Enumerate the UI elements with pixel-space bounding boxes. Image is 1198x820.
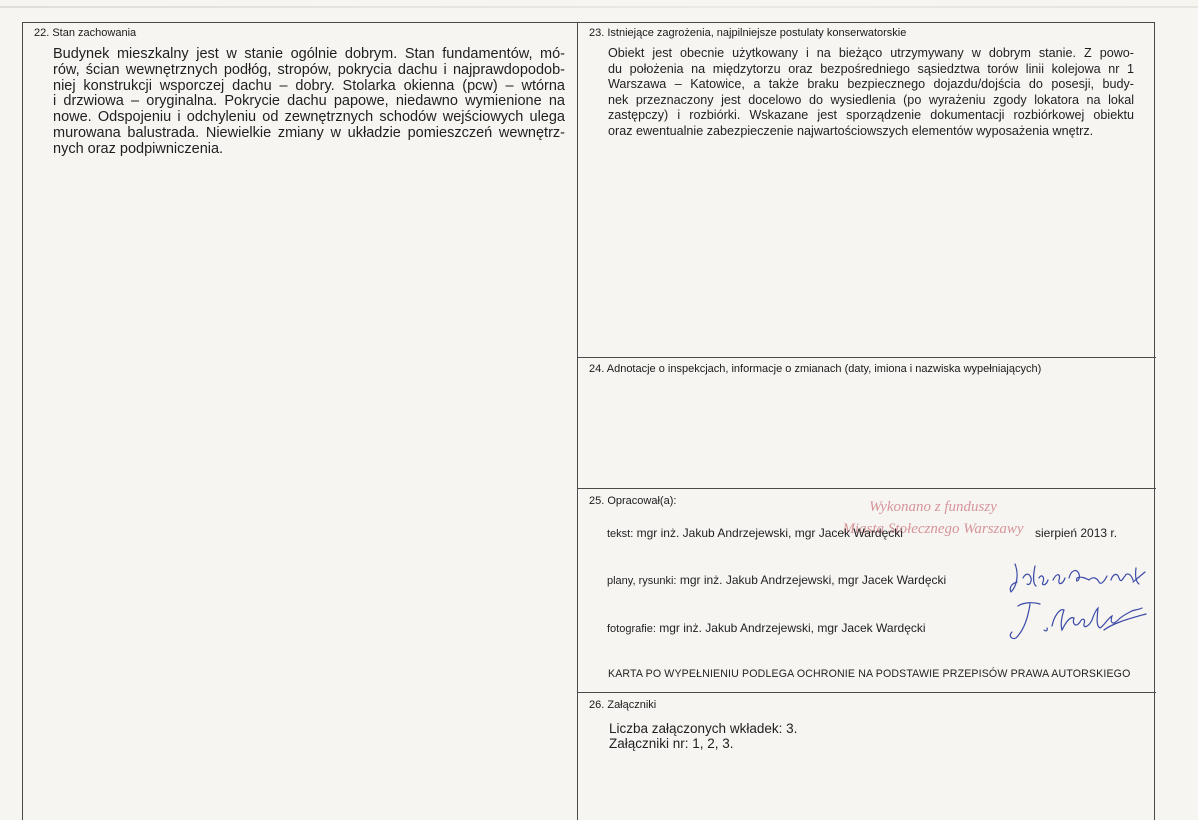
section-26-label: 26. Załączniki [589,699,657,711]
section-23-line: oraz ewentualnie zabezpieczenie najwartościowszych elementów wyposażenia wnętrz. [608,123,1094,138]
section-24-label: 24. Adnotacje o inspekcjach, informacje o zmianach (daty, imiona i nazwiska wypełniających) [589,363,1042,375]
signature-wardecki [1000,596,1150,644]
credit-caption: tekst: [607,528,634,540]
stamp-line: Wykonano z funduszy [869,499,997,515]
credit-tekst [607,526,903,540]
section-22-line: niej konstrukcji wsporczej dachu – dobry. Stolarka okienna (pcw) – wtórna [53,77,565,94]
section-23-line: Warszawa – Katowice, a także braku bezpiecznego dojazdu/dojścia do posesji, budy- [608,77,1134,92]
credit-names: mgr inż. Jakub Andrzejewski, mgr Jacek Wardęcki [679,573,947,587]
credit-names: mgr inż. Jakub Andrzejewski, mgr Jacek Wardęcki [659,621,926,635]
signature-andrzejewski [1005,558,1150,598]
section-22-label: 22. Stan zachowania [34,27,137,39]
section-22-line: nych oraz podpiwniczenia. [53,140,224,157]
divider-25-26 [577,692,1156,693]
column-divider [577,22,578,820]
section-23-line: zastępczy) i rozbiórki. Wskazane jest sporządzenie dokumentacji rozbiórkowej obiektu [608,108,1134,123]
section-22-line: i drzwiowa – oryginalna. Pokrycie dachu papowe, niedawno wymienione na [53,93,565,110]
section-22-line: nowe. Odspojeniu i odchyleniu od zewnętrznych schodów wejściowych ulega [53,109,565,126]
stamp-line: Miasta Stołecznego Warszawy [842,521,1024,537]
section-23-line: Obiekt jest obecnie użytkowany i na bieżąco utrzymywany w dobrym stanie. Z powo- [608,46,1134,60]
divider-23-24 [577,357,1156,358]
section-23-text [608,46,1134,140]
attachments-count: Liczba załączonych wkładek: 3. [609,721,798,736]
section-23-line: du położenia na międzytorzu oraz bezpośredniego sąsiedztwa torów linii kolejowa nr 1 [608,61,1134,76]
section-22-line: murowana balustrada. Niewielkie zmiany w układzie pomieszczeń wewnętrz- [53,124,565,141]
credit-date: sierpień 2013 r. [1035,526,1118,540]
section-23-label: 23. Istniejące zagrożenia, najpilniejsze postulaty konserwatorskie [589,27,907,39]
section-23-line: nek przeznaczony jest docelowo do wysiedlenia (po wyrażeniu zgody lokatora na lokal [608,92,1134,107]
credit-foto [607,621,926,635]
funding-stamp [818,496,1048,552]
credit-plany [607,573,946,587]
section-22-line: rów, ścian wewnętrznych podłóg, stropów, pokrycia dachu i najprawdopodob- [53,61,565,78]
divider-24-25 [577,488,1156,489]
credit-caption: plany, rysunki: [607,575,677,587]
credit-caption: fotografie: [607,623,656,635]
section-22-text [53,47,565,158]
section-22-line: Budynek mieszkalny jest w stanie ogólnie dobrym. Stan fundamentów, mó- [53,46,565,62]
credit-names: mgr inż. Jakub Andrzejewski, mgr Jacek Wardęcki [636,526,903,540]
copyright-notice: KARTA PO WYPEŁNIENIU PODLEGA OCHRONIE NA PODSTAWIE PRZEPISÓW PRAWA AUTORSKIEGO [608,668,1131,680]
section-25-label: 25. Opracował(a): [589,495,677,507]
scan-edge [0,6,1198,8]
attachments-numbers: Załączniki nr: 1, 2, 3. [609,736,734,751]
